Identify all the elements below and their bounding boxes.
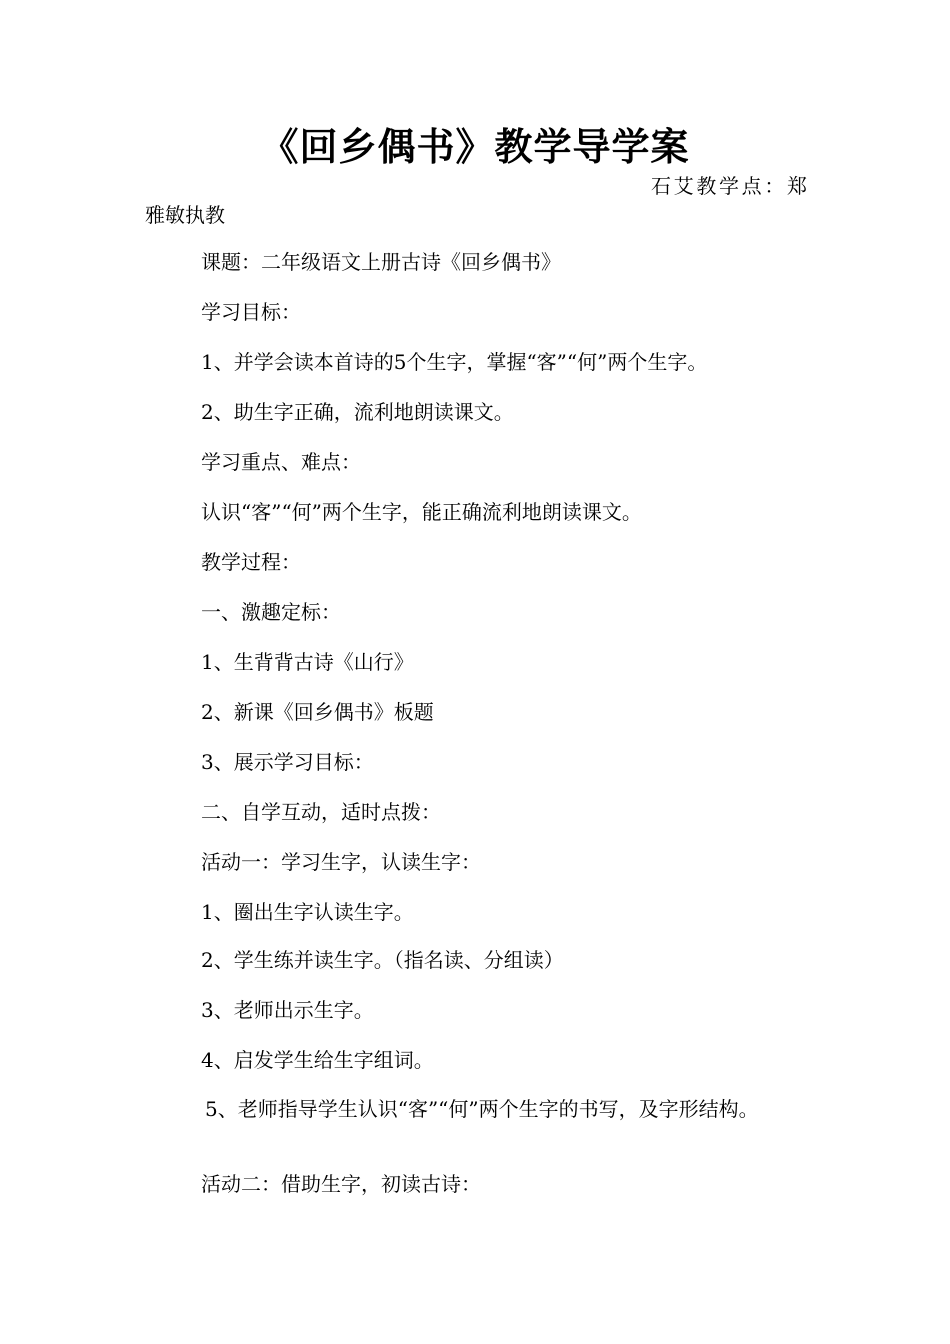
section-two-heading: 二、自学互动，适时点拨： [201, 800, 441, 824]
section-one-item-2: 2、新课《回乡偶书》板题 [201, 700, 434, 724]
objective-1: 1、并学会读本首诗的5个生字，掌握“客”“何”两个生字。 [201, 350, 708, 374]
activity-one-item-2: 2、学生练并读生字。（指名读、分组读） [201, 948, 564, 972]
activity-one-item-4: 4、启发学生给生字组词。 [201, 1048, 434, 1072]
section-one-heading: 一、激趣定标： [201, 600, 341, 624]
activity-one-item-5: 5、老师指导学生认识“客”“何”两个生字的书写，及字形结构。 [205, 1097, 759, 1121]
activity-one-heading: 活动一：学习生字，认读生字： [201, 850, 481, 874]
section-one-item-3: 3、展示学习目标： [201, 750, 374, 774]
key-points-text: 认识“客”“何”两个生字，能正确流利地朗读课文。 [201, 500, 642, 524]
activity-one-item-3: 3、老师出示生字。 [201, 998, 374, 1022]
activity-one-item-1: 1、圈出生字认读生字。 [201, 900, 414, 924]
activity-two-heading: 活动二：借助生字，初读古诗： [201, 1172, 481, 1196]
document-title: 《回乡偶书》教学导学案 [260, 124, 690, 169]
objectives-heading: 学习目标： [201, 300, 301, 324]
section-one-item-1: 1、生背背古诗《山行》 [201, 650, 414, 674]
key-points-heading: 学习重点、难点： [201, 450, 361, 474]
objective-2: 2、助生字正确，流利地朗读课文。 [201, 400, 514, 424]
author-line: 石艾教学点：郑雅敏执教 [145, 174, 807, 227]
process-heading: 教学过程： [201, 550, 301, 574]
lesson-topic: 课题：二年级语文上册古诗《回乡偶书》 [201, 250, 561, 274]
